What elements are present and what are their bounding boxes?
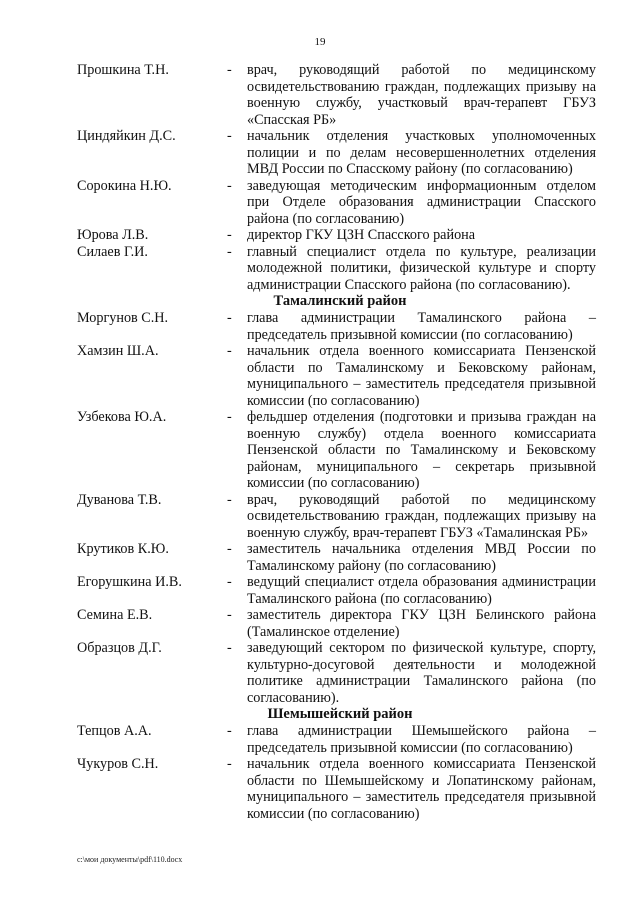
member-name: Семина Е.В. bbox=[77, 607, 153, 623]
member-name: Силаев Г.И. bbox=[77, 243, 148, 260]
list-item bbox=[0, 409, 640, 492]
dash: - bbox=[227, 541, 232, 557]
member-name: Юрова Л.В. bbox=[77, 227, 149, 243]
member-role: врач, руководящий работой по медицинскому освидетельствованию граждан, подлежащих призыву на военную службу, участковый врач-терапевт ГБУЗ «Спасская РБ» bbox=[247, 62, 596, 128]
member-name: Циндяйкин Д.С. bbox=[77, 128, 176, 144]
list-item bbox=[0, 62, 640, 128]
dash: - bbox=[227, 607, 232, 623]
member-role: начальник отдела военного комиссариата Пензенской области по Тамалинскому и Бековскому районам, муниципального – заместитель председателя призывной комиссии (по согласованию) bbox=[247, 343, 596, 409]
list-item bbox=[0, 723, 640, 756]
list-item bbox=[0, 343, 640, 409]
member-role: заместитель начальника отделения МВД России по Тамалинскому району (по согласованию) bbox=[247, 541, 596, 574]
list-item bbox=[0, 128, 640, 178]
dash: - bbox=[227, 343, 232, 359]
member-name: Сорокина Н.Ю. bbox=[77, 177, 172, 194]
list-item bbox=[0, 640, 640, 706]
dash: - bbox=[227, 640, 232, 656]
member-role: начальник отдела военного комиссариата Пензенской области по Шемышейскому и Лопатинскому районам, муниципального – заместитель председателя призывной комиссии (по согласованию) bbox=[247, 756, 596, 822]
list-item bbox=[0, 227, 640, 244]
member-role: начальник отделения участковых уполномоченных полиции и по делам несовершеннолетних отделения МВД России по Спасскому району (по согласованию) bbox=[247, 128, 596, 177]
list-item bbox=[0, 574, 640, 607]
member-name: Хамзин Ш.А. bbox=[77, 343, 159, 359]
dash: - bbox=[227, 409, 232, 425]
member-list bbox=[0, 62, 640, 822]
dash: - bbox=[227, 310, 232, 326]
list-item bbox=[0, 541, 640, 574]
member-name: Чукуров С.Н. bbox=[77, 756, 159, 772]
section-title-tamalinsky: Тамалинский район bbox=[273, 293, 407, 309]
list-item bbox=[0, 178, 640, 228]
member-role: главный специалист отдела по культуре, реализации молодежной политики, физической культуре и спорту администрации Спасского района (по согласованию). bbox=[247, 243, 596, 293]
list-item bbox=[0, 756, 640, 822]
dash: - bbox=[227, 243, 232, 260]
dash: - bbox=[227, 491, 232, 508]
member-role: ведущий специалист отдела образования администрации Тамалинского района (по согласованию) bbox=[247, 574, 596, 607]
member-name: Дуванова Т.В. bbox=[77, 491, 162, 508]
page-number: 19 bbox=[314, 36, 326, 48]
member-name: Тепцов А.А. bbox=[77, 723, 152, 739]
dash: - bbox=[227, 128, 232, 144]
member-name: Моргунов С.Н. bbox=[77, 310, 169, 326]
member-role: заведующий сектором по физической культуре, спорту, культурно-досуговой деятельности и молодежной политике администрации Тамалинского района (по согласованию). bbox=[247, 640, 596, 706]
member-name: Егорушкина И.В. bbox=[77, 574, 182, 590]
member-role: врач, руководящий работой по медицинскому освидетельствованию граждан, подлежащих призыву на военную службу, врач-терапевт ГБУЗ «Тамалинская РБ» bbox=[247, 491, 596, 541]
member-name: Прошкина Т.Н. bbox=[77, 62, 169, 78]
list-item bbox=[0, 244, 640, 294]
dash: - bbox=[227, 756, 232, 772]
member-role: заведующая методическим информационным отделом при Отделе образования администрации Спасского района (по согласованию) bbox=[247, 177, 596, 227]
footer-file-path: c:\мои документы\pdf\110.docx bbox=[77, 855, 183, 864]
dash: - bbox=[227, 62, 232, 78]
dash: - bbox=[227, 227, 232, 243]
dash: - bbox=[227, 574, 232, 590]
member-name: Крутиков К.Ю. bbox=[77, 541, 169, 557]
member-role: фельдшер отделения (подготовки и призыва граждан на военную службу) отдела военного комиссариата Пензенской области по Тамалинскому и Бековскому районам, муниципального – секретарь призывной комиссии (по согласованию) bbox=[247, 409, 596, 491]
list-item bbox=[0, 310, 640, 343]
dash: - bbox=[227, 177, 232, 194]
member-role: глава администрации Шемышейского района – председатель призывной комиссии (по согласованию) bbox=[247, 723, 596, 756]
member-name: Образцов Д.Г. bbox=[77, 640, 162, 656]
list-item bbox=[0, 607, 640, 640]
dash: - bbox=[227, 723, 232, 739]
list-item bbox=[0, 492, 640, 542]
member-name: Узбекова Ю.А. bbox=[77, 409, 167, 425]
section-title-shemysheysky: Шемышейский район bbox=[267, 706, 413, 722]
member-role: глава администрации Тамалинского района – председатель призывной комиссии (по согласованию) bbox=[247, 310, 596, 343]
member-role: заместитель директора ГКУ ЦЗН Белинского района (Тамалинское отделение) bbox=[247, 607, 596, 640]
member-role: директор ГКУ ЦЗН Спасского района bbox=[247, 227, 476, 243]
